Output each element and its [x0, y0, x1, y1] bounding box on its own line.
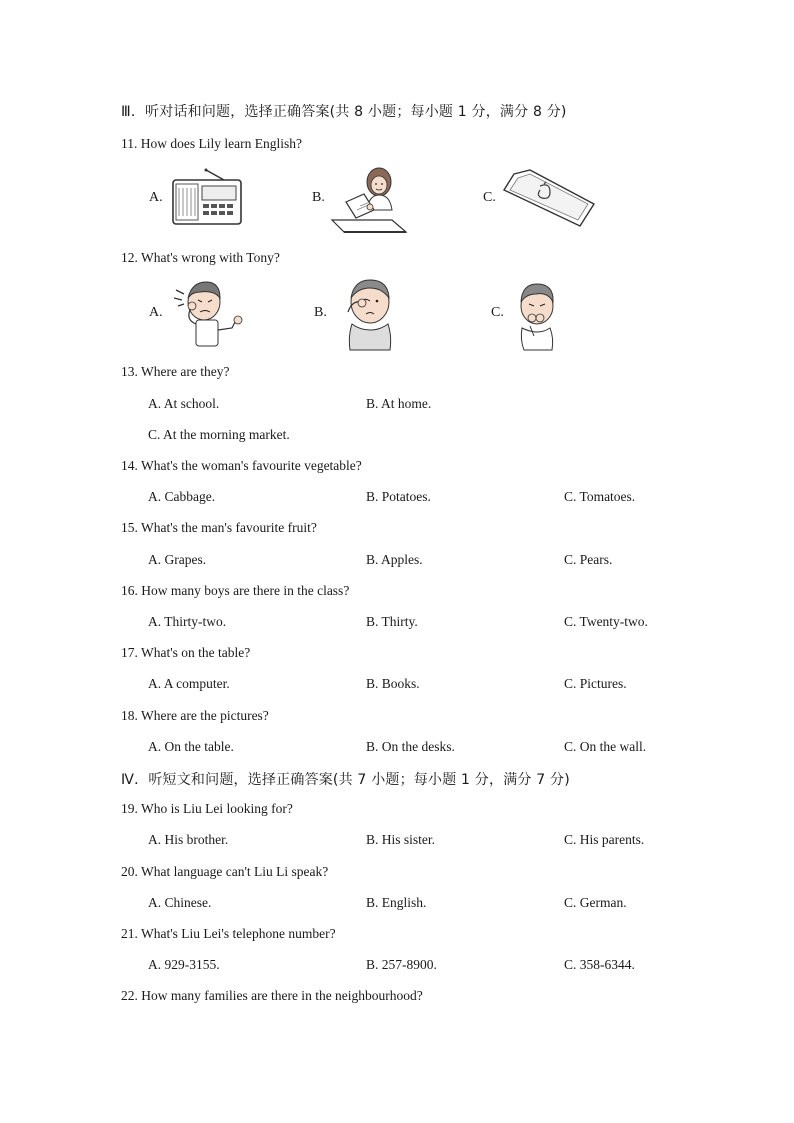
question-17: 17. What's on the table?	[121, 645, 251, 660]
question-22: 22. How many families are there in the neighbourhood?	[121, 988, 423, 1003]
q16-option-c: C. Twenty-two.	[564, 614, 648, 629]
q18-option-b: B. On the desks.	[366, 739, 455, 754]
boy-toothache-icon	[510, 276, 564, 352]
girl-reading-book-icon	[330, 164, 408, 240]
boy-headache-icon	[170, 276, 252, 348]
q14-option-c: C. Tomatoes.	[564, 489, 636, 504]
q12-option-b-label: B.	[314, 305, 327, 320]
q20-option-a: A. Chinese.	[148, 895, 212, 910]
q13-option-b: B. At home.	[366, 396, 432, 411]
q11-option-a-label: A.	[149, 190, 163, 205]
q16-option-a: A. Thirty-two.	[148, 614, 227, 629]
q15-option-c: C. Pears.	[564, 552, 613, 567]
q13-option-c: C. At the morning market.	[148, 427, 290, 442]
q13-option-a: A. At school.	[148, 396, 220, 411]
q17-option-c: C. Pictures.	[564, 676, 627, 691]
q21-option-c: C. 358-6344.	[564, 957, 635, 972]
mobile-phone-icon	[500, 168, 598, 228]
question-11: 11. How does Lily learn English?	[121, 136, 302, 151]
section-4-title: Ⅳ．听短文和问题，选择正确答案(共 7 小题；每小题 1 分，满分 7 分)	[121, 772, 570, 788]
q14-option-a: A. Cabbage.	[148, 489, 216, 504]
q12-option-c-label: C.	[491, 305, 504, 320]
question-20: 20. What language can't Liu Li speak?	[121, 864, 329, 879]
q19-option-b: B. His sister.	[366, 832, 436, 847]
boy-sore-eye-icon	[342, 274, 398, 352]
question-16: 16. How many boys are there in the class?	[121, 583, 350, 598]
q21-option-a: A. 929-3155.	[148, 957, 220, 972]
q17-option-a: A. A computer.	[148, 676, 230, 691]
question-18: 18. Where are the pictures?	[121, 708, 269, 723]
q19-option-a: A. His brother.	[148, 832, 229, 847]
question-12: 12. What's wrong with Tony?	[121, 250, 280, 265]
q20-option-b: B. English.	[366, 895, 427, 910]
q11-option-b-label: B.	[312, 190, 325, 205]
q14-option-b: B. Potatoes.	[366, 489, 431, 504]
q17-option-b: B. Books.	[366, 676, 420, 691]
q12-option-a-label: A.	[149, 305, 163, 320]
q15-option-b: B. Apples.	[366, 552, 423, 567]
question-13: 13. Where are they?	[121, 364, 230, 379]
question-21: 21. What's Liu Lei's telephone number?	[121, 926, 336, 941]
radio-icon	[170, 168, 244, 228]
q11-option-c-label: C.	[483, 190, 496, 205]
q18-option-c: C. On the wall.	[564, 739, 647, 754]
question-19: 19. Who is Liu Lei looking for?	[121, 801, 293, 816]
question-14: 14. What's the woman's favourite vegetable?	[121, 458, 362, 473]
question-15: 15. What's the man's favourite fruit?	[121, 520, 317, 535]
q16-option-b: B. Thirty.	[366, 614, 418, 629]
q15-option-a: A. Grapes.	[148, 552, 207, 567]
q21-option-b: B. 257-8900.	[366, 957, 437, 972]
section-3-title: Ⅲ．听对话和问题，选择正确答案(共 8 小题；每小题 1 分，满分 8 分)	[121, 104, 567, 120]
q19-option-c: C. His parents.	[564, 832, 645, 847]
q20-option-c: C. German.	[564, 895, 627, 910]
q18-option-a: A. On the table.	[148, 739, 234, 754]
